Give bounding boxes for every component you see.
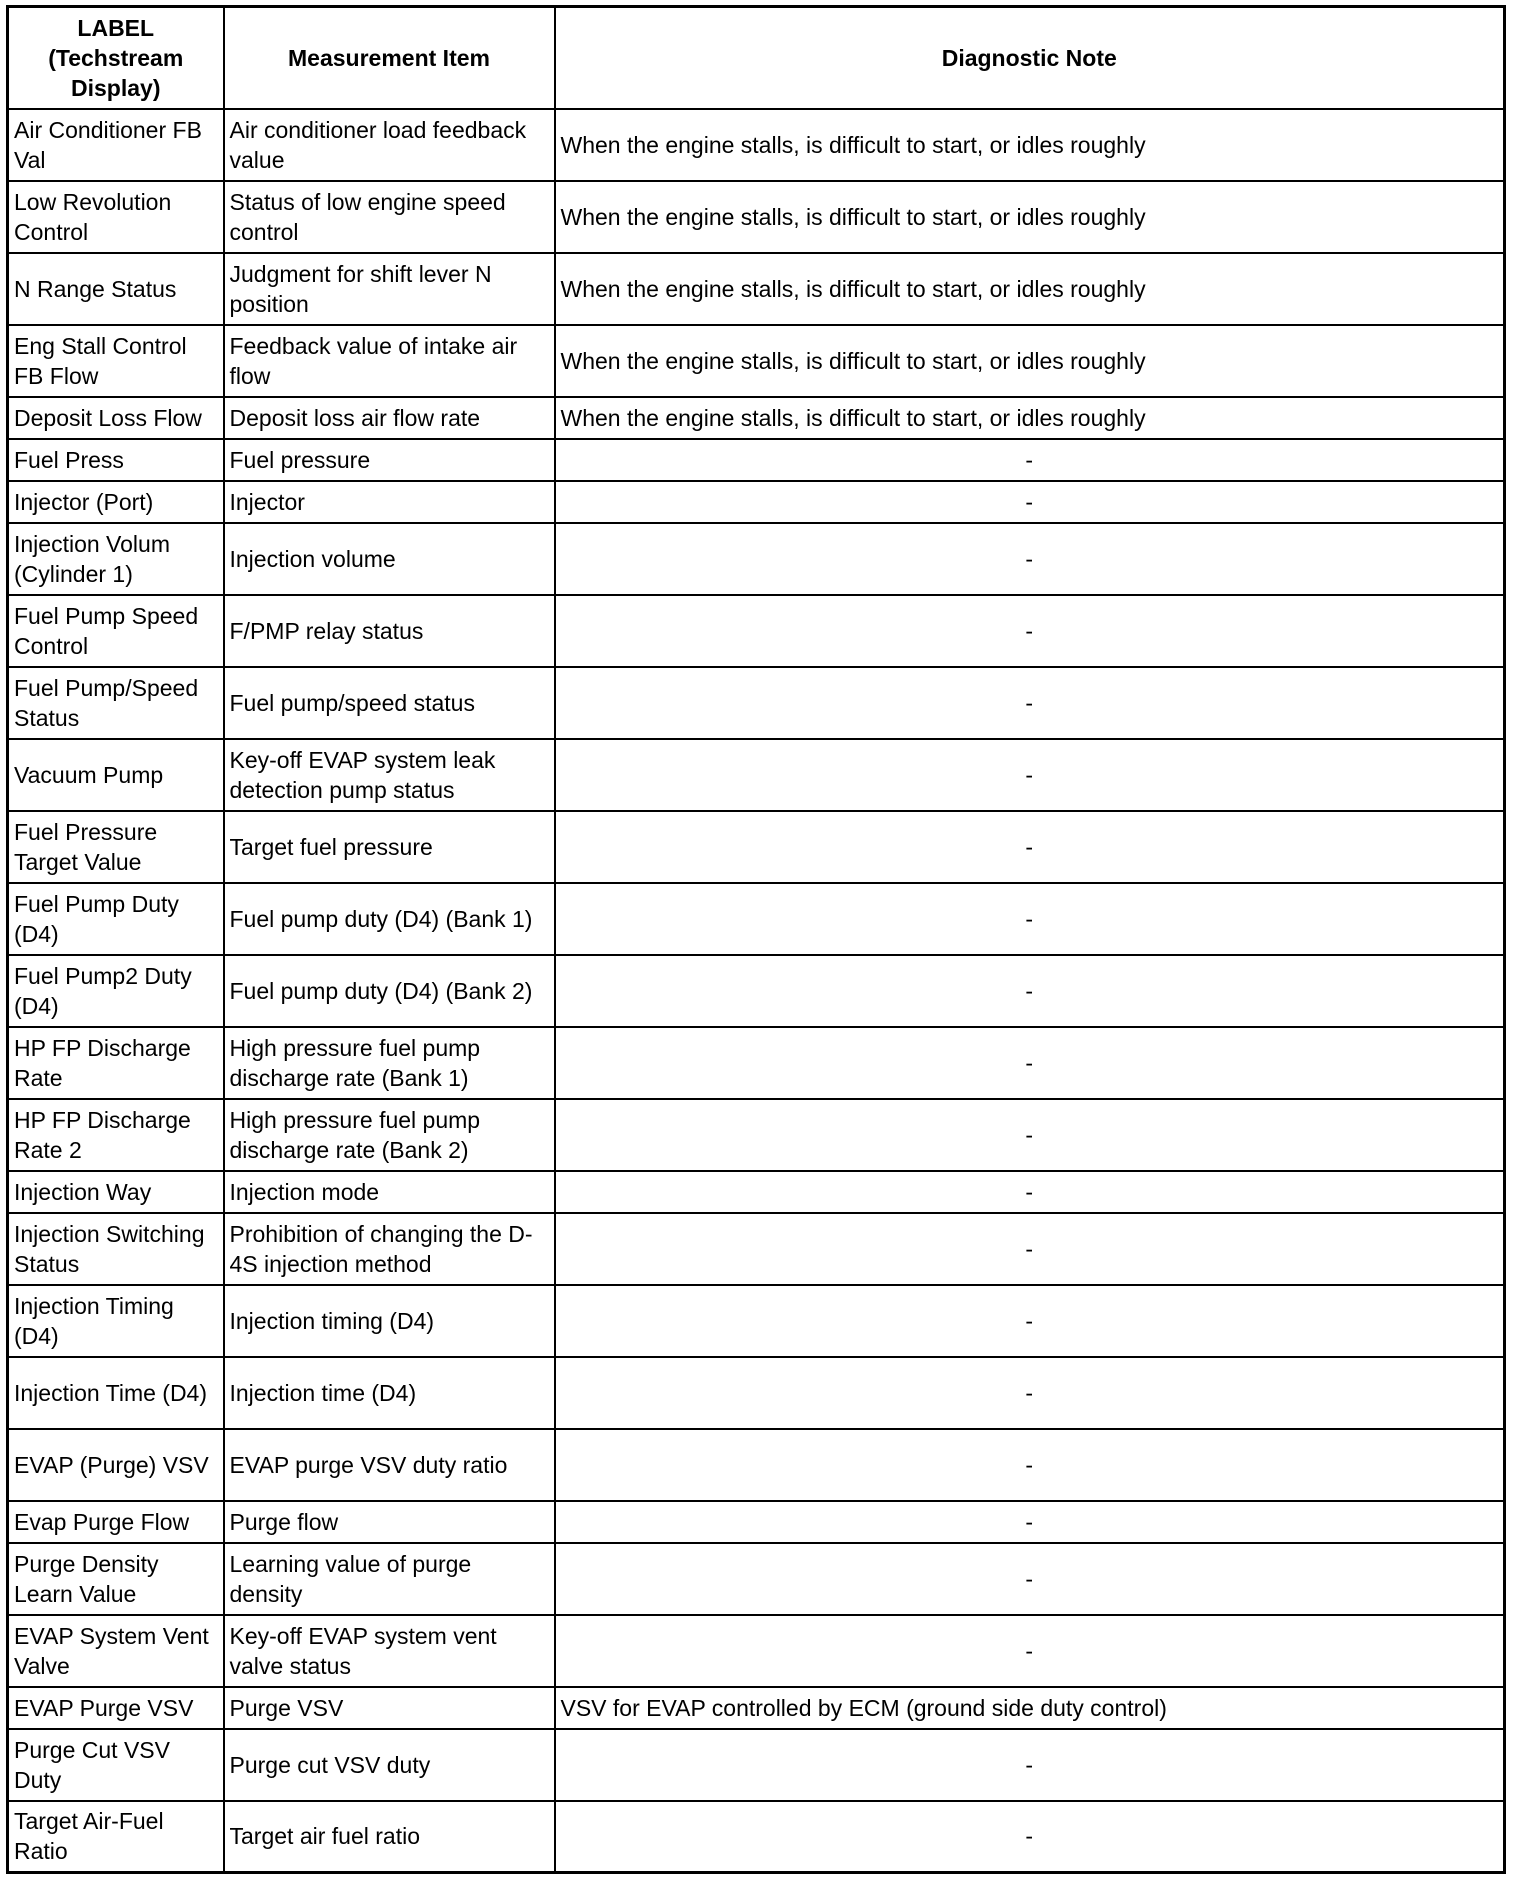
cell-diagnostic-note: - (555, 1099, 1505, 1171)
table-row (8, 1687, 1505, 1729)
cell-label: Fuel Pump/Speed Status (8, 667, 224, 739)
cell-label: Eng Stall Control FB Flow (8, 325, 224, 397)
cell-diagnostic-note: - (555, 1801, 1505, 1873)
cell-label: Deposit Loss Flow (8, 397, 224, 439)
cell-label: Fuel Pump2 Duty (D4) (8, 955, 224, 1027)
table-row (8, 1171, 1505, 1213)
cell-diagnostic-note: When the engine stalls, is difficult to start, or idles roughly (555, 181, 1505, 253)
cell-label: Vacuum Pump (8, 739, 224, 811)
header-measurement-item: Measurement Item (224, 7, 555, 109)
cell-diagnostic-note: - (555, 481, 1505, 523)
table-row (8, 325, 1505, 397)
cell-measurement-item: Purge VSV (224, 1687, 555, 1729)
cell-measurement-item: Injection mode (224, 1171, 555, 1213)
table-row (8, 253, 1505, 325)
table-row (8, 523, 1505, 595)
cell-diagnostic-note: - (555, 523, 1505, 595)
cell-label: Injection Switching Status (8, 1213, 224, 1285)
cell-label: Purge Cut VSV Duty (8, 1729, 224, 1801)
cell-diagnostic-note: - (555, 1615, 1505, 1687)
cell-label: Injection Timing (D4) (8, 1285, 224, 1357)
cell-label: Fuel Pump Speed Control (8, 595, 224, 667)
cell-diagnostic-note: When the engine stalls, is difficult to start, or idles roughly (555, 325, 1505, 397)
cell-diagnostic-note: When the engine stalls, is difficult to start, or idles roughly (555, 109, 1505, 181)
table-row (8, 739, 1505, 811)
table-row (8, 811, 1505, 883)
cell-diagnostic-note: - (555, 439, 1505, 481)
table-row (8, 181, 1505, 253)
cell-label: EVAP (Purge) VSV (8, 1429, 224, 1501)
cell-diagnostic-note: - (555, 595, 1505, 667)
cell-label: EVAP Purge VSV (8, 1687, 224, 1729)
cell-diagnostic-note: - (555, 1213, 1505, 1285)
cell-label: Air Conditioner FB Val (8, 109, 224, 181)
table-row (8, 1099, 1505, 1171)
cell-measurement-item: Fuel pressure (224, 439, 555, 481)
cell-measurement-item: Prohibition of changing the D-4S injection method (224, 1213, 555, 1285)
cell-diagnostic-note: - (555, 739, 1505, 811)
cell-measurement-item: Target fuel pressure (224, 811, 555, 883)
cell-diagnostic-note: - (555, 667, 1505, 739)
cell-label: N Range Status (8, 253, 224, 325)
table-row (8, 1801, 1505, 1873)
table-body (8, 109, 1505, 1873)
cell-measurement-item: Fuel pump duty (D4) (Bank 1) (224, 883, 555, 955)
table-row (8, 109, 1505, 181)
header-diagnostic-note: Diagnostic Note (555, 7, 1505, 109)
cell-measurement-item: Purge flow (224, 1501, 555, 1543)
cell-diagnostic-note: - (555, 1729, 1505, 1801)
cell-label: Fuel Pump Duty (D4) (8, 883, 224, 955)
cell-label: Injection Time (D4) (8, 1357, 224, 1429)
cell-diagnostic-note: VSV for EVAP controlled by ECM (ground side duty control) (555, 1687, 1505, 1729)
table-row (8, 1027, 1505, 1099)
cell-label: Injection Volum (Cylinder 1) (8, 523, 224, 595)
cell-label: Injection Way (8, 1171, 224, 1213)
cell-diagnostic-note: - (555, 1357, 1505, 1429)
cell-label: Target Air-Fuel Ratio (8, 1801, 224, 1873)
cell-label: Injector (Port) (8, 481, 224, 523)
cell-measurement-item: Judgment for shift lever N position (224, 253, 555, 325)
table-row (8, 883, 1505, 955)
header-row (8, 7, 1505, 109)
table-row (8, 667, 1505, 739)
cell-measurement-item: Target air fuel ratio (224, 1801, 555, 1873)
cell-diagnostic-note: - (555, 811, 1505, 883)
cell-measurement-item: EVAP purge VSV duty ratio (224, 1429, 555, 1501)
table-row (8, 439, 1505, 481)
cell-label: HP FP Discharge Rate 2 (8, 1099, 224, 1171)
table-row (8, 1429, 1505, 1501)
cell-measurement-item: Key-off EVAP system vent valve status (224, 1615, 555, 1687)
cell-measurement-item: F/PMP relay status (224, 595, 555, 667)
cell-measurement-item: Fuel pump duty (D4) (Bank 2) (224, 955, 555, 1027)
cell-diagnostic-note: - (555, 1429, 1505, 1501)
table-row (8, 481, 1505, 523)
cell-diagnostic-note: When the engine stalls, is difficult to start, or idles roughly (555, 397, 1505, 439)
cell-measurement-item: Status of low engine speed control (224, 181, 555, 253)
table-row (8, 1357, 1505, 1429)
cell-label: Fuel Press (8, 439, 224, 481)
cell-measurement-item: Learning value of purge density (224, 1543, 555, 1615)
cell-measurement-item: High pressure fuel pump discharge rate (Bank 2) (224, 1099, 555, 1171)
cell-diagnostic-note: - (555, 955, 1505, 1027)
cell-label: Evap Purge Flow (8, 1501, 224, 1543)
cell-measurement-item: Deposit loss air flow rate (224, 397, 555, 439)
table-row (8, 1501, 1505, 1543)
table-row (8, 955, 1505, 1027)
table-row (8, 1729, 1505, 1801)
cell-measurement-item: Key-off EVAP system leak detection pump status (224, 739, 555, 811)
cell-measurement-item: High pressure fuel pump discharge rate (Bank 1) (224, 1027, 555, 1099)
cell-label: EVAP System Vent Valve (8, 1615, 224, 1687)
table-row (8, 1543, 1505, 1615)
cell-diagnostic-note: - (555, 1171, 1505, 1213)
cell-label: Low Revolution Control (8, 181, 224, 253)
table-row (8, 1213, 1505, 1285)
cell-label: HP FP Discharge Rate (8, 1027, 224, 1099)
cell-label: Fuel Pressure Target Value (8, 811, 224, 883)
cell-measurement-item: Injector (224, 481, 555, 523)
cell-measurement-item: Injection time (D4) (224, 1357, 555, 1429)
cell-diagnostic-note: When the engine stalls, is difficult to start, or idles roughly (555, 253, 1505, 325)
diagnostic-table-container (6, 5, 1506, 1874)
cell-label: Purge Density Learn Value (8, 1543, 224, 1615)
table-row (8, 1285, 1505, 1357)
cell-measurement-item: Fuel pump/speed status (224, 667, 555, 739)
cell-diagnostic-note: - (555, 1543, 1505, 1615)
table-row (8, 1615, 1505, 1687)
cell-measurement-item: Air conditioner load feedback value (224, 109, 555, 181)
cell-measurement-item: Purge cut VSV duty (224, 1729, 555, 1801)
cell-diagnostic-note: - (555, 1501, 1505, 1543)
cell-measurement-item: Injection volume (224, 523, 555, 595)
cell-measurement-item: Feedback value of intake air flow (224, 325, 555, 397)
cell-diagnostic-note: - (555, 883, 1505, 955)
header-label: LABEL (Techstream Display) (8, 7, 224, 109)
cell-diagnostic-note: - (555, 1285, 1505, 1357)
table-row (8, 595, 1505, 667)
data-list-table (6, 5, 1506, 1874)
cell-diagnostic-note: - (555, 1027, 1505, 1099)
cell-measurement-item: Injection timing (D4) (224, 1285, 555, 1357)
table-row (8, 397, 1505, 439)
